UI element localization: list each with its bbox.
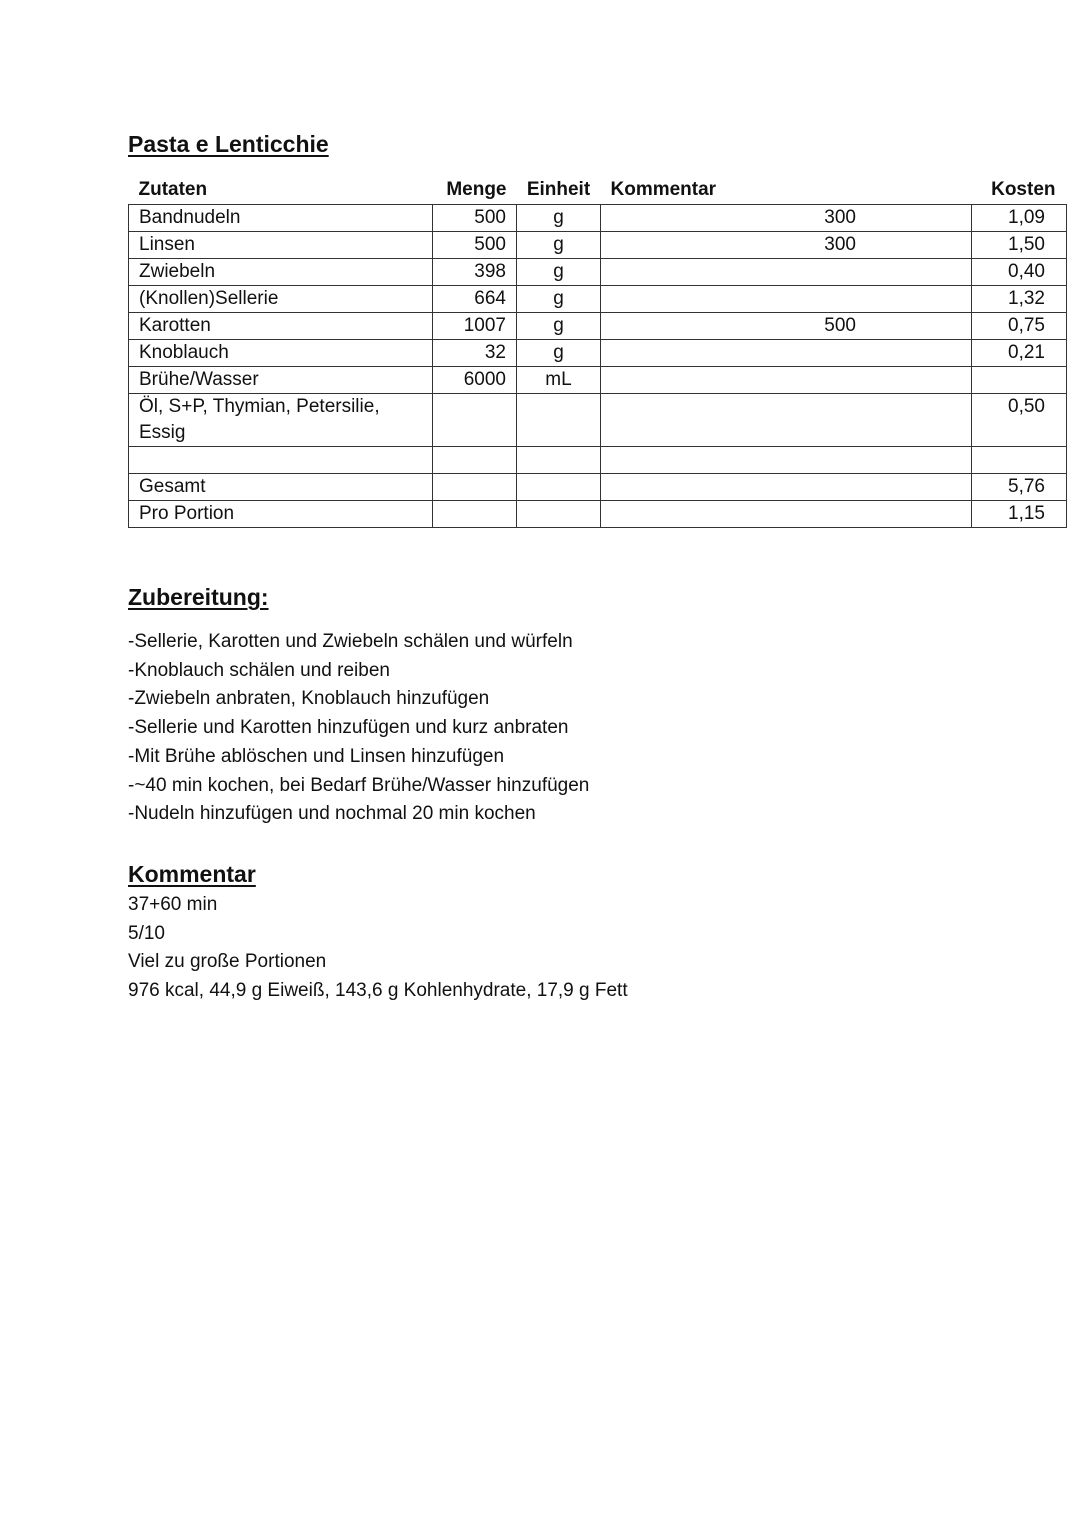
preparation-steps <box>128 628 589 829</box>
list-item: 37+60 min <box>128 894 218 915</box>
ingredient-cell: Öl, S+P, Thymian, Petersilie, Essig <box>129 394 433 447</box>
quantity-cell <box>433 447 517 474</box>
cost-cell: 1,50 <box>972 232 1067 259</box>
cost-cell <box>972 367 1067 394</box>
ingredient-cell: Knoblauch <box>129 340 433 367</box>
ingredient-cell: Bandnudeln <box>129 205 433 232</box>
unit-cell: mL <box>517 367 601 394</box>
cost-cell: 1,15 <box>972 501 1067 528</box>
quantity-cell <box>433 394 517 447</box>
table-row <box>129 286 1067 313</box>
quantity-cell: 32 <box>433 340 517 367</box>
header-cost: Kosten <box>991 179 1056 200</box>
cost-cell: 0,40 <box>972 259 1067 286</box>
ingredient-cell: Brühe/Wasser <box>129 367 433 394</box>
comment-cell <box>601 394 972 447</box>
table-row <box>129 367 1067 394</box>
comment-cell: 300 <box>601 232 972 259</box>
unit-cell: g <box>517 340 601 367</box>
comment-cell <box>601 286 972 313</box>
cost-cell: 5,76 <box>972 474 1067 501</box>
comment-lines <box>128 891 628 1006</box>
quantity-cell: 1007 <box>433 313 517 340</box>
list-item: -Knoblauch schälen und reiben <box>128 659 390 681</box>
list-item: -Nudeln hinzufügen und nochmal 20 min kochen <box>128 803 536 825</box>
ingredient-cell: Linsen <box>129 232 433 259</box>
preparation-heading: Zubereitung: <box>128 584 269 610</box>
comment-cell <box>601 474 972 501</box>
list-item: -~40 min kochen, bei Bedarf Brühe/Wasser hinzufügen <box>128 774 590 796</box>
unit-cell <box>517 501 601 528</box>
quantity-cell <box>433 501 517 528</box>
ingredient-cell: Gesamt <box>129 474 433 501</box>
cost-cell: 0,50 <box>972 394 1067 447</box>
table-row <box>129 259 1067 286</box>
table-row-empty <box>129 447 1067 474</box>
list-item: -Zwiebeln anbraten, Knoblauch hinzufügen <box>128 688 490 710</box>
cost-cell <box>972 447 1067 474</box>
unit-cell: g <box>517 205 601 232</box>
table-row-per-portion <box>129 501 1067 528</box>
recipe-title: Pasta e Lenticchie <box>128 131 329 157</box>
quantity-cell <box>433 474 517 501</box>
table-row <box>129 205 1067 232</box>
comment-heading: Kommentar <box>128 861 256 887</box>
header-quantity: Menge <box>446 179 507 200</box>
cost-cell: 1,32 <box>972 286 1067 313</box>
table-row <box>129 313 1067 340</box>
comment-cell <box>601 259 972 286</box>
comment-cell <box>601 367 972 394</box>
quantity-cell: 664 <box>433 286 517 313</box>
quantity-cell: 500 <box>433 232 517 259</box>
comment-cell <box>601 447 972 474</box>
header-unit: Einheit <box>526 179 591 200</box>
unit-cell <box>517 394 601 447</box>
header-ingredient: Zutaten <box>138 179 208 200</box>
comment-cell <box>601 340 972 367</box>
ingredient-cell: Karotten <box>129 313 433 340</box>
header-comment: Kommentar <box>610 179 717 200</box>
list-item: Viel zu große Portionen <box>128 951 327 973</box>
list-item: 5/10 <box>128 922 165 944</box>
cost-cell: 1,09 <box>972 205 1067 232</box>
ingredient-cell: (Knollen)Sellerie <box>129 286 433 313</box>
list-item: 976 kcal, 44,9 g Eiweiß, 143,6 g Kohlenhydrate, 17,9 g Fett <box>128 980 628 1002</box>
ingredient-cell <box>129 447 433 474</box>
comment-cell <box>601 501 972 528</box>
table-row <box>129 232 1067 259</box>
quantity-cell: 398 <box>433 259 517 286</box>
ingredient-cell: Zwiebeln <box>129 259 433 286</box>
unit-cell <box>517 447 601 474</box>
cost-cell: 0,75 <box>972 313 1067 340</box>
list-item: -Sellerie, Karotten und Zwiebeln schälen und würfeln <box>128 631 573 652</box>
table-row <box>129 340 1067 367</box>
list-item: -Sellerie und Karotten hinzufügen und kurz anbraten <box>128 717 569 739</box>
cost-cell: 0,21 <box>972 340 1067 367</box>
unit-cell <box>517 474 601 501</box>
table-row <box>129 394 1067 447</box>
unit-cell: g <box>517 286 601 313</box>
comment-cell: 500 <box>601 313 972 340</box>
unit-cell: g <box>517 313 601 340</box>
list-item: -Mit Brühe ablöschen und Linsen hinzufügen <box>128 745 505 767</box>
ingredients-table <box>128 176 1067 528</box>
comment-cell: 300 <box>601 205 972 232</box>
unit-cell: g <box>517 259 601 286</box>
table-header-row <box>129 176 1067 205</box>
quantity-cell: 6000 <box>433 367 517 394</box>
table-row-total <box>129 474 1067 501</box>
unit-cell: g <box>517 232 601 259</box>
ingredient-cell: Pro Portion <box>129 501 433 528</box>
quantity-cell: 500 <box>433 205 517 232</box>
